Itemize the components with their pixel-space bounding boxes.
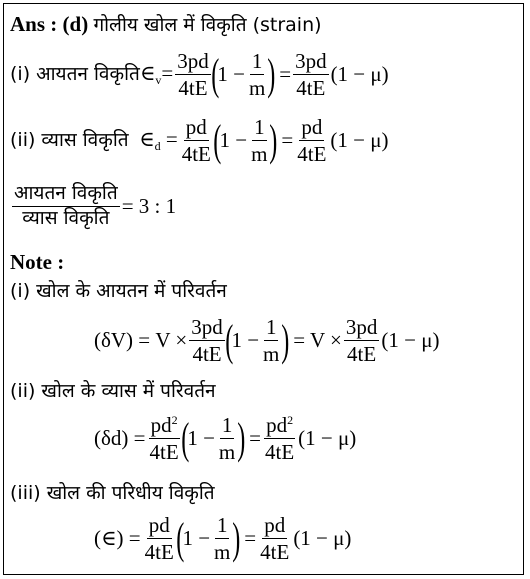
denominator: m (214, 540, 231, 565)
numerator-text: pd (150, 413, 172, 437)
numerator: 3pd (175, 50, 211, 75)
note-ii-label: (ii) खोल के व्यास में परिवर्तन (10, 380, 216, 402)
volume-change-lhs: (δV) = V × (94, 328, 188, 353)
numerator: pd (299, 116, 324, 141)
denominator: 4tE (178, 76, 208, 101)
ratio-numerator: आयतन विकृति (12, 184, 120, 207)
note-title (10, 252, 64, 273)
note-iii-label: (iii) खोल की परिधीय विकृति (10, 482, 215, 504)
poisson-factor: (1 − μ) (381, 328, 440, 353)
poisson-factor: (1 − μ) (293, 526, 352, 551)
subscript-v: v (155, 73, 162, 88)
note-i-label: (i) खोल के आयतन में परिवर्तन (10, 280, 227, 302)
diametral-strain-equation: (ii) व्यास विकृति $\in_d$ = $\frac{pd}{4tE}$ ( 1 − $\frac{1}{m}$ ) = $\frac{pd}{4tE}$ (1 − μ) (10, 115, 389, 167)
denominator: 4tE (260, 540, 290, 565)
denominator: 4tE (181, 142, 211, 167)
fraction (249, 116, 269, 165)
answer-prefix: Ans : (10, 12, 58, 36)
volumetric-strain-equation: (i) आयतन विकृति $\in_v=$ $\frac{3pd}{4tE}$ ( 1 − $\frac{1}{m}$ ) = $\frac{3pd}{4tE}$ (1 − μ) (10, 49, 389, 101)
fraction (263, 414, 296, 463)
one: 1 (182, 526, 193, 551)
fraction (180, 116, 213, 165)
epsilon-symbol: ∈ (139, 127, 155, 152)
superscript: 2 (287, 413, 294, 427)
diameter-change-lhs: (δd) = (94, 426, 146, 451)
fraction (143, 514, 176, 563)
denominator: 4tE (347, 342, 377, 367)
fraction (295, 116, 328, 165)
diametral-strain-label: (ii) व्यास विकृति (10, 129, 129, 152)
volumetric-strain-label: (i) आयतन विकृति (10, 63, 140, 86)
subscript-d: d (154, 139, 161, 154)
fraction (247, 50, 267, 99)
ratio-denominator: व्यास विकृति (22, 206, 110, 229)
heading-text: गोलीय खोल में विकृति (strain) (93, 14, 322, 36)
numerator: pd (262, 514, 287, 539)
one: 1 (217, 62, 228, 87)
ratio-fraction (12, 184, 120, 229)
one: 1 (219, 128, 231, 153)
circumferential-strain-equation: (∈) = $\frac{pd}{4tE}$ ( 1 − $\frac{1}{m}$ ) = $\frac{pd}{4tE}$ (1 − μ) (94, 513, 352, 565)
numerator: 1 (252, 116, 267, 141)
fraction (189, 316, 225, 365)
numerator: 3pd (189, 316, 225, 341)
denominator: 4tE (144, 540, 174, 565)
volume-change-equation: (δV) = V × $\frac{3pd}{4tE}$ ( 1 − $\frac{1}{m}$ ) = V × $\frac{3pd}{4tE}$ (1 − μ) (94, 315, 440, 367)
denominator: m (218, 440, 236, 465)
fraction (175, 50, 211, 99)
numerator (149, 414, 180, 439)
ratio-value: = 3 : 1 (121, 193, 177, 218)
answer-heading (10, 14, 322, 35)
epsilon-symbol: ∈ (139, 61, 156, 86)
answer-option: (d) (62, 12, 89, 36)
numerator: 1 (264, 316, 279, 341)
fraction (293, 50, 329, 99)
note-title-text: Note : (10, 250, 65, 274)
circumferential-strain-lhs: (∈) = (94, 526, 141, 551)
denominator: 4tE (297, 142, 327, 167)
fraction (344, 316, 380, 365)
numerator-text: pd (266, 413, 288, 437)
numerator: pd (184, 116, 209, 141)
strain-ratio (10, 184, 176, 229)
denominator: 4tE (149, 440, 179, 465)
numerator: 1 (220, 414, 235, 439)
poisson-factor: (1 − μ) (298, 426, 357, 451)
fraction (217, 414, 237, 463)
numerator: 1 (215, 514, 230, 539)
denominator: m (263, 342, 280, 367)
fraction (261, 316, 281, 365)
diameter-change-equation: (δd) = $\frac{pd^2}{4tE}$ ( 1 − $\frac{1}{m}$ ) = $\frac{pd^2}{4tE}$ (1 − μ) (94, 413, 357, 465)
poisson-factor: (1 − μ) (330, 62, 389, 87)
numerator: 3pd (344, 316, 380, 341)
denominator: m (248, 76, 266, 101)
denominator: 4tE (265, 440, 295, 465)
fraction (147, 414, 180, 463)
denominator: 4tE (192, 342, 222, 367)
fraction (212, 514, 232, 563)
volume-change-mid: = V × (293, 328, 342, 353)
denominator: m (251, 142, 268, 167)
fraction (258, 514, 291, 563)
superscript: 2 (171, 413, 178, 427)
denominator: 4tE (296, 76, 326, 101)
one: 1 (187, 426, 198, 451)
one: 1 (231, 328, 242, 353)
numerator (264, 414, 295, 439)
poisson-factor: (1 − μ) (330, 128, 389, 153)
numerator: 3pd (293, 50, 329, 75)
numerator: pd (147, 514, 172, 539)
answer-box (3, 3, 524, 575)
numerator: 1 (250, 50, 265, 75)
